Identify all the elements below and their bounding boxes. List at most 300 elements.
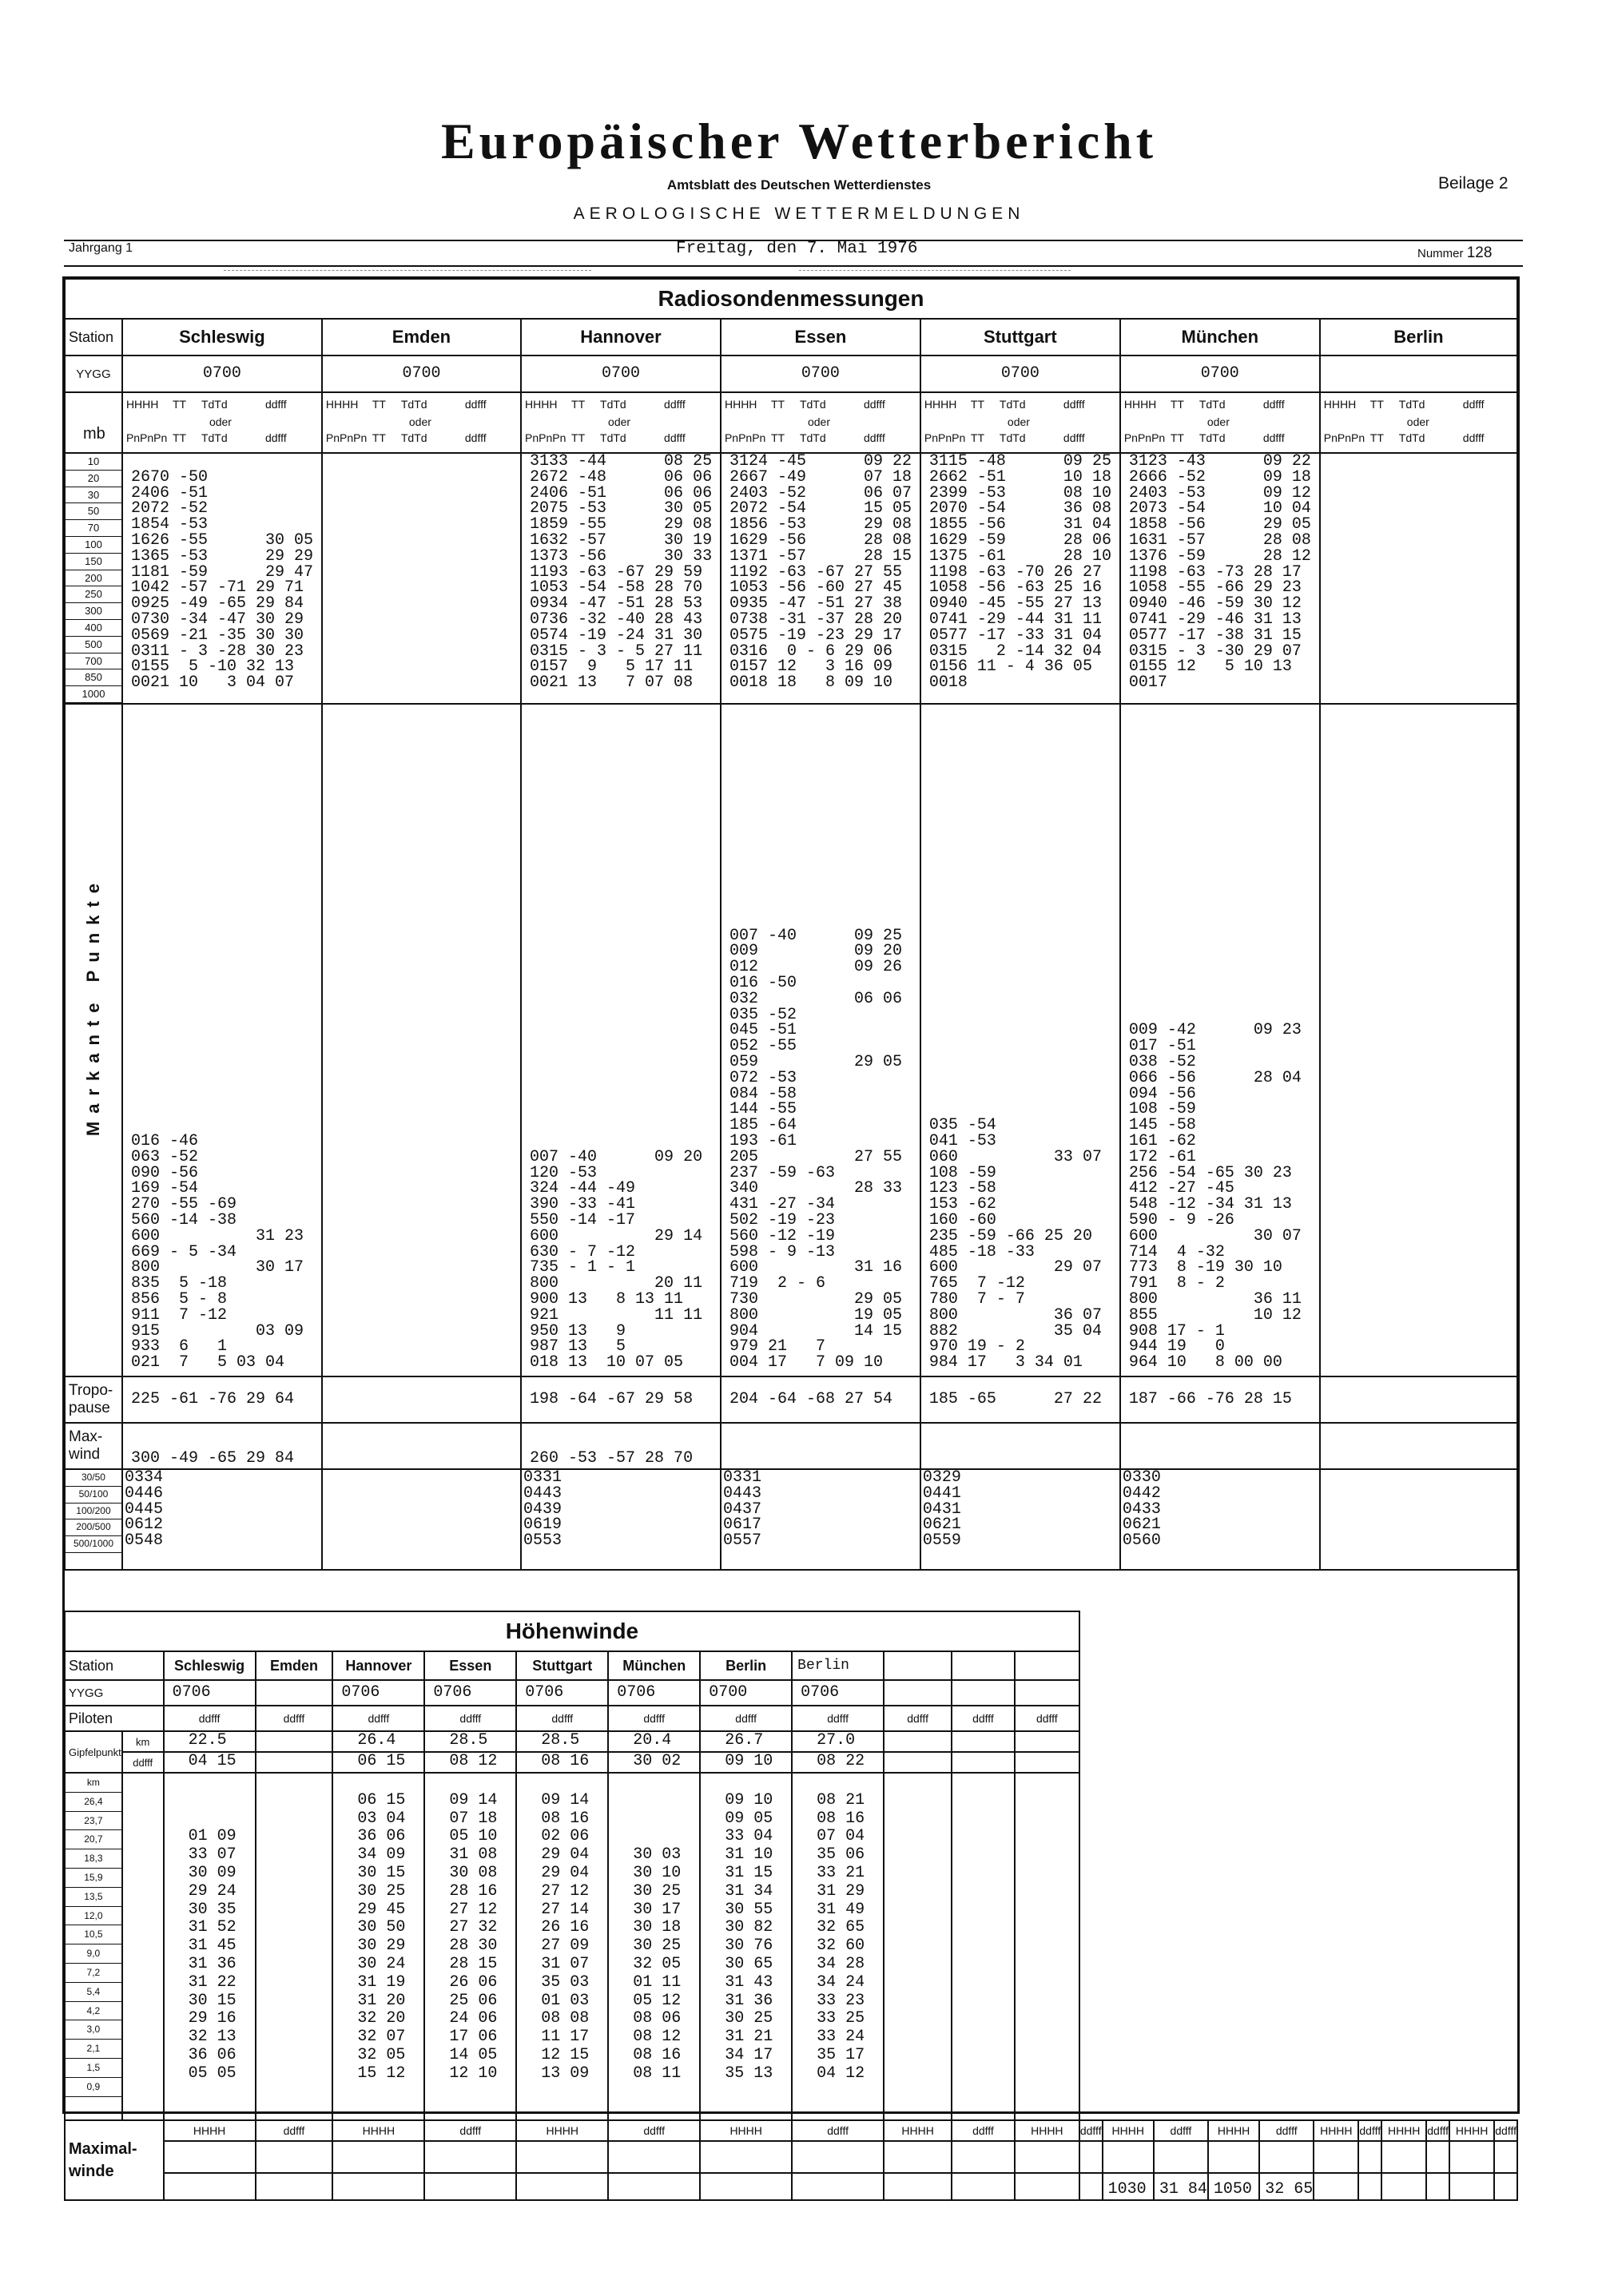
max-blank-cell (256, 2141, 333, 2173)
max-ddfff-value: 31 84 (1154, 2173, 1208, 2200)
column-code-bottom: TT (571, 431, 586, 444)
height-level: 26,4 (66, 1793, 121, 1812)
column-code-oder: oder (1206, 415, 1230, 428)
column-code-top: ddfff (664, 398, 686, 411)
max-hhhh-value (1381, 2173, 1426, 2200)
issue-date: Freitag, den 7. Mai 1976 (676, 240, 918, 258)
column-code-top: HHHH (125, 398, 159, 411)
obs-time: 0700 (322, 356, 521, 392)
gipfel-km-label: km (122, 1731, 164, 1752)
max-ddfff-header: ddfff (608, 2120, 700, 2141)
gipfel-ddfff: 08 22 (792, 1752, 884, 1773)
hoehenwinde-title: Höhenwinde (65, 1611, 1079, 1651)
max-ddfff-value (792, 2173, 884, 2200)
max-ddfff-value (1358, 2173, 1381, 2200)
hoehenwinde-table (64, 1611, 1518, 2201)
max-hhhh-header: HHHH (516, 2120, 608, 2141)
maximalwinde-label: Maximal-winde (65, 2120, 164, 2200)
hw-ddfff-header: ddfff (256, 1706, 333, 1731)
standard-levels-emden (322, 453, 521, 704)
heights-km-label: km (66, 1774, 121, 1793)
max-blank-cell (424, 2141, 516, 2173)
maxwind-value (721, 1423, 920, 1469)
column-code-top: TdTd (999, 398, 1026, 411)
column-code-top: ddfff (464, 398, 487, 411)
height-level: 15,9 (66, 1869, 121, 1888)
max-hhhh-header: HHHH (1381, 2120, 1426, 2141)
column-code-bottom: ddfff (1262, 431, 1285, 444)
hw-station-name (952, 1651, 1015, 1680)
marked-points-label-cell (65, 704, 122, 1376)
column-code-top: TdTd (600, 398, 626, 411)
max-blank-cell (1381, 2141, 1426, 2173)
standard-levels-schleswig: 2670 -50 2406 -51 2072 -52 1854 -53 1626 -55 30 05 1365 -53 29 29 1181 -59 29 47 1042 -57 -71 29 71 0925 -49 -65 29 84 0730 -34 -47 30 29 0569 -21 -35 30 30 0311 - 3 -28 30 23 0155 5 -10 32 13 0021 10 3 04 07 (122, 453, 322, 704)
hw-wind-column: 09 14 08 16 02 06 29 04 29 04 27 12 27 14 26 16 27 09 31 07 35 03 01 03 08 08 11 17 12 15 13 09 (516, 1773, 608, 2120)
column-code-bottom: TT (970, 431, 985, 444)
height-level: 9,0 (66, 1944, 121, 1964)
hw-ddfff-header: ddfff (884, 1706, 952, 1731)
marked-points-label: Markante Punkte (82, 875, 103, 1136)
hw-wind-column (952, 1773, 1015, 2120)
max-hhhh-header: HHHH (700, 2120, 792, 2141)
height-spacer (122, 1773, 164, 2120)
column-code-bottom: PnPnPn (525, 431, 566, 444)
station-name: Essen (721, 319, 920, 356)
marked-points-berlin (1320, 704, 1517, 1376)
marked-points-hannover: 007 -40 09 20 120 -53 324 -44 -49 390 -33 -41 550 -14 -17 600 29 14 630 - 7 -12 735 - 1 - 1 800 20 11 900 13 8 13 11 921 11 11 950 13 9 987 13 5 018 13 10 07 05 (521, 704, 721, 1376)
tropopause-label: Tropo-pause (65, 1376, 122, 1423)
height-level: 1,5 (66, 2059, 121, 2078)
pressure-level: 1000 (66, 686, 121, 703)
gipfel-km: 28.5 (424, 1731, 516, 1752)
column-code-bottom: PnPnPn (125, 431, 168, 444)
column-header (721, 392, 920, 453)
standard-levels-hannover: 3133 -44 08 25 2672 -48 06 06 2406 -51 06 06 2075 -53 30 05 1859 -55 29 08 1632 -57 30 19 1373 -56 30 33 1193 -63 -67 29 59 1053 -54 -58 28 70 0934 -47 -51 28 53 0736 -32 -40 28 43 0574 -19 -24 31 30 0315 - 3 - 5 27 11 0157 9 5 17 11 0021 13 7 07 08 (521, 453, 721, 704)
column-code-bottom: TdTd (600, 431, 626, 444)
level-labels (65, 453, 122, 704)
marked-points-schleswig: 016 -46 063 -52 090 -56 169 -54 270 -55 -69 560 -14 -38 600 31 23 669 - 5 -34 800 30 17 835 5 -18 856 5 - 8 911 7 -12 915 03 09 933 6 1 021 7 5 03 04 (122, 704, 322, 1376)
hw-wind-column: 08 21 08 16 07 04 35 06 33 21 31 29 31 49 32 65 32 60 34 28 34 24 33 23 33 25 33 24 35 17 04 12 (792, 1773, 884, 2120)
gipfel-km (256, 1731, 333, 1752)
column-code-bottom: ddfff (1063, 431, 1085, 444)
column-code-bottom: PnPnPn (724, 431, 766, 444)
hw-obs-time: 0706 (792, 1680, 884, 1706)
max-ddfff-header: ddfff (424, 2120, 516, 2141)
column-header (1120, 392, 1320, 453)
hw-ddfff-header: ddfff (700, 1706, 792, 1731)
column-header (322, 392, 521, 453)
tropopause-value: 187 -66 -76 28 15 (1120, 1376, 1320, 1423)
max-hhhh-header: HHHH (884, 2120, 952, 2141)
column-code-bottom: ddfff (464, 431, 487, 444)
hw-wind-column: 30 03 30 10 30 25 30 17 30 18 30 25 32 05 01 11 05 12 08 06 08 12 08 16 08 11 (608, 1773, 700, 2120)
station-name: Emden (322, 319, 521, 356)
pressure-level: 100 (66, 537, 121, 554)
column-code-bottom: PnPnPn (1123, 431, 1166, 444)
hw-station-label: Station (65, 1651, 164, 1680)
height-level: 18,3 (66, 1849, 121, 1869)
max-ddfff-value: 32 65 (1259, 2173, 1314, 2200)
layer-label: 50/100 (66, 1487, 121, 1504)
gipfel-ddfff: 08 12 (424, 1752, 516, 1773)
column-code-oder: oder (608, 415, 631, 428)
hw-obs-time (256, 1680, 333, 1706)
layer-values: 0329 0441 0431 0621 0559 (920, 1469, 1120, 1570)
height-level: 23,7 (66, 1812, 121, 1831)
max-hhhh-header: HHHH (1449, 2120, 1494, 2141)
column-code-bottom: ddfff (664, 431, 686, 444)
max-ddfff-header: ddfff (256, 2120, 333, 2141)
column-code-top: ddfff (1462, 398, 1485, 411)
max-blank-cell (1103, 2141, 1154, 2173)
gipfel-ddfff (952, 1752, 1015, 1773)
column-code-top: ddfff (1063, 398, 1085, 411)
pressure-level: 20 (66, 471, 121, 487)
max-blank-cell (792, 2141, 884, 2173)
column-code-top: HHHH (924, 398, 957, 411)
gipfel-ddfff: 08 16 (516, 1752, 608, 1773)
hw-station-name: München (608, 1651, 700, 1680)
pressure-level: 10 (66, 454, 121, 471)
hw-ddfff-header: ddfff (608, 1706, 700, 1731)
column-code-top: TdTd (1198, 398, 1226, 411)
pressure-level: 70 (66, 520, 121, 537)
max-hhhh-value (332, 2173, 424, 2200)
column-header (1320, 392, 1517, 453)
pressure-level: 30 (66, 487, 121, 504)
column-code-bottom: TT (1170, 431, 1184, 444)
max-hhhh-value (1314, 2173, 1358, 2200)
column-code-bottom: TT (372, 431, 386, 444)
max-blank-cell (1426, 2141, 1449, 2173)
column-code-bottom: ddfff (264, 431, 287, 444)
hw-ddfff-header: ddfff (424, 1706, 516, 1731)
column-code-top: ddfff (1262, 398, 1285, 411)
height-level: 12,0 (66, 1907, 121, 1926)
hw-obs-time (952, 1680, 1015, 1706)
column-code-top: HHHH (724, 398, 757, 411)
max-ddfff-header: ddfff (952, 2120, 1015, 2141)
max-blank-cell (1154, 2141, 1208, 2173)
hw-obs-time: 0700 (700, 1680, 792, 1706)
gipfel-ddfff (256, 1752, 333, 1773)
max-hhhh-header: HHHH (164, 2120, 256, 2141)
max-ddfff-header: ddfff (1259, 2120, 1314, 2141)
gipfel-ddfff: 09 10 (700, 1752, 792, 1773)
layer-label: 30/50 (66, 1470, 121, 1487)
layer-values (1320, 1469, 1517, 1570)
hw-ddfff-header: ddfff (164, 1706, 256, 1731)
maxwind-value: 260 -53 -57 28 70 (521, 1423, 721, 1469)
hw-piloten-label: Piloten (65, 1706, 164, 1731)
tropopause-value: 185 -65 27 22 (920, 1376, 1120, 1423)
layer-values: 0331 0443 0439 0619 0553 (521, 1469, 721, 1570)
max-blank-cell (884, 2141, 952, 2173)
max-blank-cell (1494, 2141, 1517, 2173)
marked-points-emden (322, 704, 521, 1376)
pressure-level: 850 (66, 669, 121, 686)
height-level: 3,0 (66, 2020, 121, 2040)
column-code-bottom: TT (1369, 431, 1384, 444)
column-code-top: ddfff (264, 398, 287, 411)
column-code-bottom: PnPnPn (924, 431, 966, 444)
max-blank-cell (1015, 2141, 1079, 2173)
max-hhhh-value: 1050 (1208, 2173, 1259, 2200)
section-heading: AEROLOGISCHE WETTERMELDUNGEN (573, 205, 1025, 223)
max-hhhh-value (884, 2173, 952, 2200)
obs-time (1320, 356, 1517, 392)
max-ddfff-value (608, 2173, 700, 2200)
gipfel-km (1015, 1731, 1079, 1752)
layer-values: 0330 0442 0433 0621 0560 (1120, 1469, 1320, 1570)
column-code-bottom: TdTd (201, 431, 228, 444)
gipfel-km: 27.0 (792, 1731, 884, 1752)
pressure-level: 150 (66, 554, 121, 570)
standard-levels-essen: 3124 -45 09 22 2667 -49 07 18 2403 -52 06 07 2072 -54 15 05 1856 -53 29 08 1629 -56 28 08 1371 -57 28 15 1192 -63 -67 27 55 1053 -56 -60 27 45 0935 -47 -51 27 38 0738 -31 -37 28 20 0575 -19 -23 29 17 0316 0 - 6 29 06 0157 12 3 16 09 0018 18 8 09 10 (721, 453, 920, 704)
gipfel-km (884, 1731, 952, 1752)
hw-wind-column: 06 15 03 04 36 06 34 09 30 15 30 25 29 45 30 50 30 29 30 24 31 19 31 20 32 20 32 07 32 05 15 12 (332, 1773, 424, 2120)
height-labels (65, 1773, 122, 2120)
bottom-rule (64, 265, 1523, 267)
hw-obs-time: 0706 (164, 1680, 256, 1706)
column-code-bottom: TdTd (1198, 431, 1226, 444)
column-code-top: HHHH (1123, 398, 1157, 411)
obs-time: 0700 (1120, 356, 1320, 392)
obs-time: 0700 (122, 356, 322, 392)
max-blank-cell (516, 2141, 608, 2173)
layer-label: 500/1000 (66, 1536, 121, 1553)
hw-ddfff-header: ddfff (952, 1706, 1015, 1731)
column-code-top: TdTd (1398, 398, 1425, 411)
height-level: 0,9 (66, 2078, 121, 2097)
max-blank-cell (1314, 2141, 1358, 2173)
column-code-bottom: TdTd (999, 431, 1026, 444)
column-code-oder: oder (1007, 415, 1030, 428)
max-blank-cell (700, 2141, 792, 2173)
column-code-top: TdTd (799, 398, 826, 411)
hw-wind-column: 01 09 33 07 30 09 29 24 30 35 31 52 31 45 31 36 31 22 30 15 29 16 32 13 36 06 05 05 (164, 1773, 256, 2120)
max-blank-cell (608, 2141, 700, 2173)
marked-points-essen: 007 -40 09 25 009 09 20 012 09 26 016 -50 032 06 06 035 -52 045 -51 052 -55 059 29 05 072 -53 084 -58 144 -55 185 -64 193 -61 205 27 55 237 -59 -63 340 28 33 431 -27 -34 502 -19 -23 560 -12 -19 598 - 9 -13 600 31 16 719 2 - 6 730 29 05 800 19 05 904 14 15 979 21 7 004 17 7 09 10 (721, 704, 920, 1376)
obs-time: 0700 (521, 356, 721, 392)
station-name: Berlin (1320, 319, 1517, 356)
column-code-oder: oder (1406, 415, 1429, 428)
column-code-bottom: ddfff (1462, 431, 1485, 444)
max-blank-cell (952, 2141, 1015, 2173)
column-code-top: TT (172, 398, 187, 411)
max-hhhh-value: 1030 (1103, 2173, 1154, 2200)
hw-ddfff-header: ddfff (792, 1706, 884, 1731)
gipfel-km: 22.5 (164, 1731, 256, 1752)
station-name: Schleswig (122, 319, 322, 356)
column-code-top: TdTd (400, 398, 427, 411)
layer-values: 0334 0446 0445 0612 0548 (122, 1469, 322, 1570)
max-hhhh-header: HHHH (1208, 2120, 1259, 2141)
gipfel-ddfff: 04 15 (164, 1752, 256, 1773)
max-blank-cell (332, 2141, 424, 2173)
hw-obs-time (1015, 1680, 1079, 1706)
column-code-top: TT (1170, 398, 1184, 411)
column-code-oder: oder (209, 415, 232, 428)
layer-label: 100/200 (66, 1504, 121, 1520)
gipfel-km: 26.7 (700, 1731, 792, 1752)
max-hhhh-header: HHHH (1103, 2120, 1154, 2141)
hw-wind-column (1015, 1773, 1079, 2120)
max-hhhh-value (516, 2173, 608, 2200)
pencil-scribble (799, 270, 1071, 271)
column-code-oder: oder (408, 415, 431, 428)
tropopause-value (322, 1376, 521, 1423)
max-hhhh-value (700, 2173, 792, 2200)
height-level: 4,2 (66, 2002, 121, 2021)
max-ddfff-value (1079, 2173, 1103, 2200)
height-level: 13,5 (66, 1888, 121, 1907)
hw-wind-column: 09 14 07 18 05 10 31 08 30 08 28 16 27 12 27 32 28 30 28 15 26 06 25 06 24 06 17 06 14 05 12 10 (424, 1773, 516, 2120)
max-blank-cell (164, 2141, 256, 2173)
standard-levels-stuttgart: 3115 -48 09 25 2662 -51 10 18 2399 -53 08 10 2070 -54 36 08 1855 -56 31 04 1629 -59 28 06 1375 -61 28 10 1198 -63 -70 26 27 1058 -56 -63 25 16 0940 -45 -55 27 13 0741 -29 -44 31 11 0577 -17 -33 31 04 0315 2 -14 32 04 0156 11 - 4 36 05 0018 (920, 453, 1120, 704)
max-ddfff-value (1494, 2173, 1517, 2200)
gipfel-ddfff: 06 15 (332, 1752, 424, 1773)
max-ddfff-header: ddfff (1358, 2120, 1381, 2141)
hw-station-name: Berlin (700, 1651, 792, 1680)
column-code-top: HHHH (525, 398, 558, 411)
pressure-level: 50 (66, 503, 121, 520)
mb-label: mb (83, 425, 105, 443)
column-code-bottom: ddfff (863, 431, 885, 444)
pressure-level: 250 (66, 586, 121, 603)
column-code-oder: oder (807, 415, 830, 428)
obs-time: 0700 (721, 356, 920, 392)
beilage-label: Beilage 2 (1438, 174, 1509, 193)
pressure-level: 500 (66, 637, 121, 653)
maxwind-value (322, 1423, 521, 1469)
max-ddfff-header: ddfff (792, 2120, 884, 2141)
hw-station-name: Essen (424, 1651, 516, 1680)
hw-ddfff-header: ddfff (1015, 1706, 1079, 1731)
layer-values (322, 1469, 521, 1570)
hw-station-name: Emden (256, 1651, 333, 1680)
station-name: Hannover (521, 319, 721, 356)
layer-labels (65, 1469, 122, 1570)
gipfel-ddfff: 30 02 (608, 1752, 700, 1773)
column-code-top: HHHH (1323, 398, 1357, 411)
hw-obs-time: 0706 (424, 1680, 516, 1706)
maxwind-label: Max-wind (65, 1423, 122, 1469)
marked-points-muenchen: 009 -42 09 23 017 -51 038 -52 066 -56 28 04 094 -56 108 -59 145 -58 161 -62 172 -61 256 -54 -65 30 23 412 -27 -45 548 -12 -34 31 13 590 - 9 -26 600 30 07 714 4 -32 773 8 -19 30 10 791 8 - 2 800 36 11 855 10 12 908 17 - 1 944 19 0 964 10 8 00 00 (1120, 704, 1320, 1376)
max-hhhh-value (1015, 2173, 1079, 2200)
radiosonde-title: Radiosondenmessungen (65, 279, 1517, 319)
tropopause-value (1320, 1376, 1517, 1423)
hw-station-name (884, 1651, 952, 1680)
layer-values: 0331 0443 0437 0617 0557 (721, 1469, 920, 1570)
standard-levels-berlin (1320, 453, 1517, 704)
max-blank-cell (1449, 2141, 1494, 2173)
gipfel-ddfff (884, 1752, 952, 1773)
column-code-top: TT (1369, 398, 1384, 411)
page-title: Europäischer Wetterbericht (440, 113, 1158, 169)
gipfel-ddfff-label: ddfff (122, 1752, 164, 1773)
hw-obs-time: 0706 (608, 1680, 700, 1706)
tropopause-value: 225 -61 -76 29 64 (122, 1376, 322, 1423)
station-name: München (1120, 319, 1320, 356)
max-hhhh-value (1449, 2173, 1494, 2200)
height-level: 7,2 (66, 1964, 121, 1983)
column-code-bottom: TT (770, 431, 785, 444)
column-code-bottom: TdTd (1398, 431, 1425, 444)
issue-number: Nummer 128 (1417, 244, 1493, 261)
height-level: 20,7 (66, 1830, 121, 1849)
column-header (521, 392, 721, 453)
layer-label: 200/500 (66, 1519, 121, 1536)
yygg-label: YYGG (65, 356, 122, 392)
max-ddfff-header: ddfff (1079, 2120, 1103, 2141)
max-blank-cell (1259, 2141, 1314, 2173)
column-code-bottom: PnPnPn (325, 431, 368, 444)
max-ddfff-value (424, 2173, 516, 2200)
maxwind-value (1120, 1423, 1320, 1469)
column-code-top: TT (571, 398, 586, 411)
column-header (920, 392, 1120, 453)
mb-label-cell (65, 392, 122, 453)
max-ddfff-value (952, 2173, 1015, 2200)
height-level: 5,4 (66, 1983, 121, 2002)
station-label: Station (65, 319, 122, 356)
tropopause-value: 204 -64 -68 27 54 (721, 1376, 920, 1423)
column-code-bottom: TT (172, 431, 187, 444)
column-code-bottom: TdTd (400, 431, 427, 444)
gipfel-km (952, 1731, 1015, 1752)
gipfel-ddfff (1015, 1752, 1079, 1773)
max-hhhh-header: HHHH (1015, 2120, 1079, 2141)
page-subtitle: Amtsblatt des Deutschen Wetterdienstes (666, 177, 932, 193)
hw-yygg-label: YYGG (65, 1680, 164, 1706)
maxwind-value (920, 1423, 1120, 1469)
hw-obs-time: 0706 (332, 1680, 424, 1706)
max-hhhh-value (164, 2173, 256, 2200)
pressure-level: 300 (66, 603, 121, 620)
max-blank-cell (1208, 2141, 1259, 2173)
hw-station-name: Schleswig (164, 1651, 256, 1680)
max-ddfff-header: ddfff (1154, 2120, 1208, 2141)
standard-levels-muenchen: 3123 -43 09 22 2666 -52 09 18 2403 -53 09 12 2073 -54 10 04 1858 -56 29 05 1631 -57 28 08 1376 -59 28 12 1198 -63 -73 28 17 1058 -55 -66 29 23 0940 -46 -59 30 12 0741 -29 -46 31 13 0577 -17 -38 31 15 0315 - 3 -30 29 07 0155 12 5 10 13 0017 (1120, 453, 1320, 704)
max-ddfff-value (256, 2173, 333, 2200)
hw-obs-time (884, 1680, 952, 1706)
maxwind-value (1320, 1423, 1517, 1469)
column-code-top: TT (770, 398, 785, 411)
column-code-top: TT (970, 398, 985, 411)
height-level: 10,5 (66, 1925, 121, 1944)
pressure-level: 700 (66, 653, 121, 670)
column-code-top: TdTd (201, 398, 228, 411)
pencil-scribble (224, 270, 591, 271)
max-ddfff-header: ddfff (1494, 2120, 1517, 2141)
hw-wind-column (256, 1773, 333, 2120)
jahrgang-label: Jahrgang 1 (69, 241, 133, 255)
gipfel-km: 26.4 (332, 1731, 424, 1752)
tropopause-value: 198 -64 -67 29 58 (521, 1376, 721, 1423)
column-code-top: ddfff (863, 398, 885, 411)
hw-wind-column (884, 1773, 952, 2120)
max-hhhh-header: HHHH (332, 2120, 424, 2141)
column-header (122, 392, 322, 453)
column-code-top: TT (372, 398, 386, 411)
hw-station-name (1015, 1651, 1079, 1680)
gipfelpunkt-label: Gipfelpunkt (65, 1731, 122, 1773)
maxwind-value: 300 -49 -65 29 84 (122, 1423, 322, 1469)
max-ddfff-header: ddfff (1426, 2120, 1449, 2141)
column-code-bottom: PnPnPn (1323, 431, 1365, 444)
pressure-level: 200 (66, 570, 121, 587)
